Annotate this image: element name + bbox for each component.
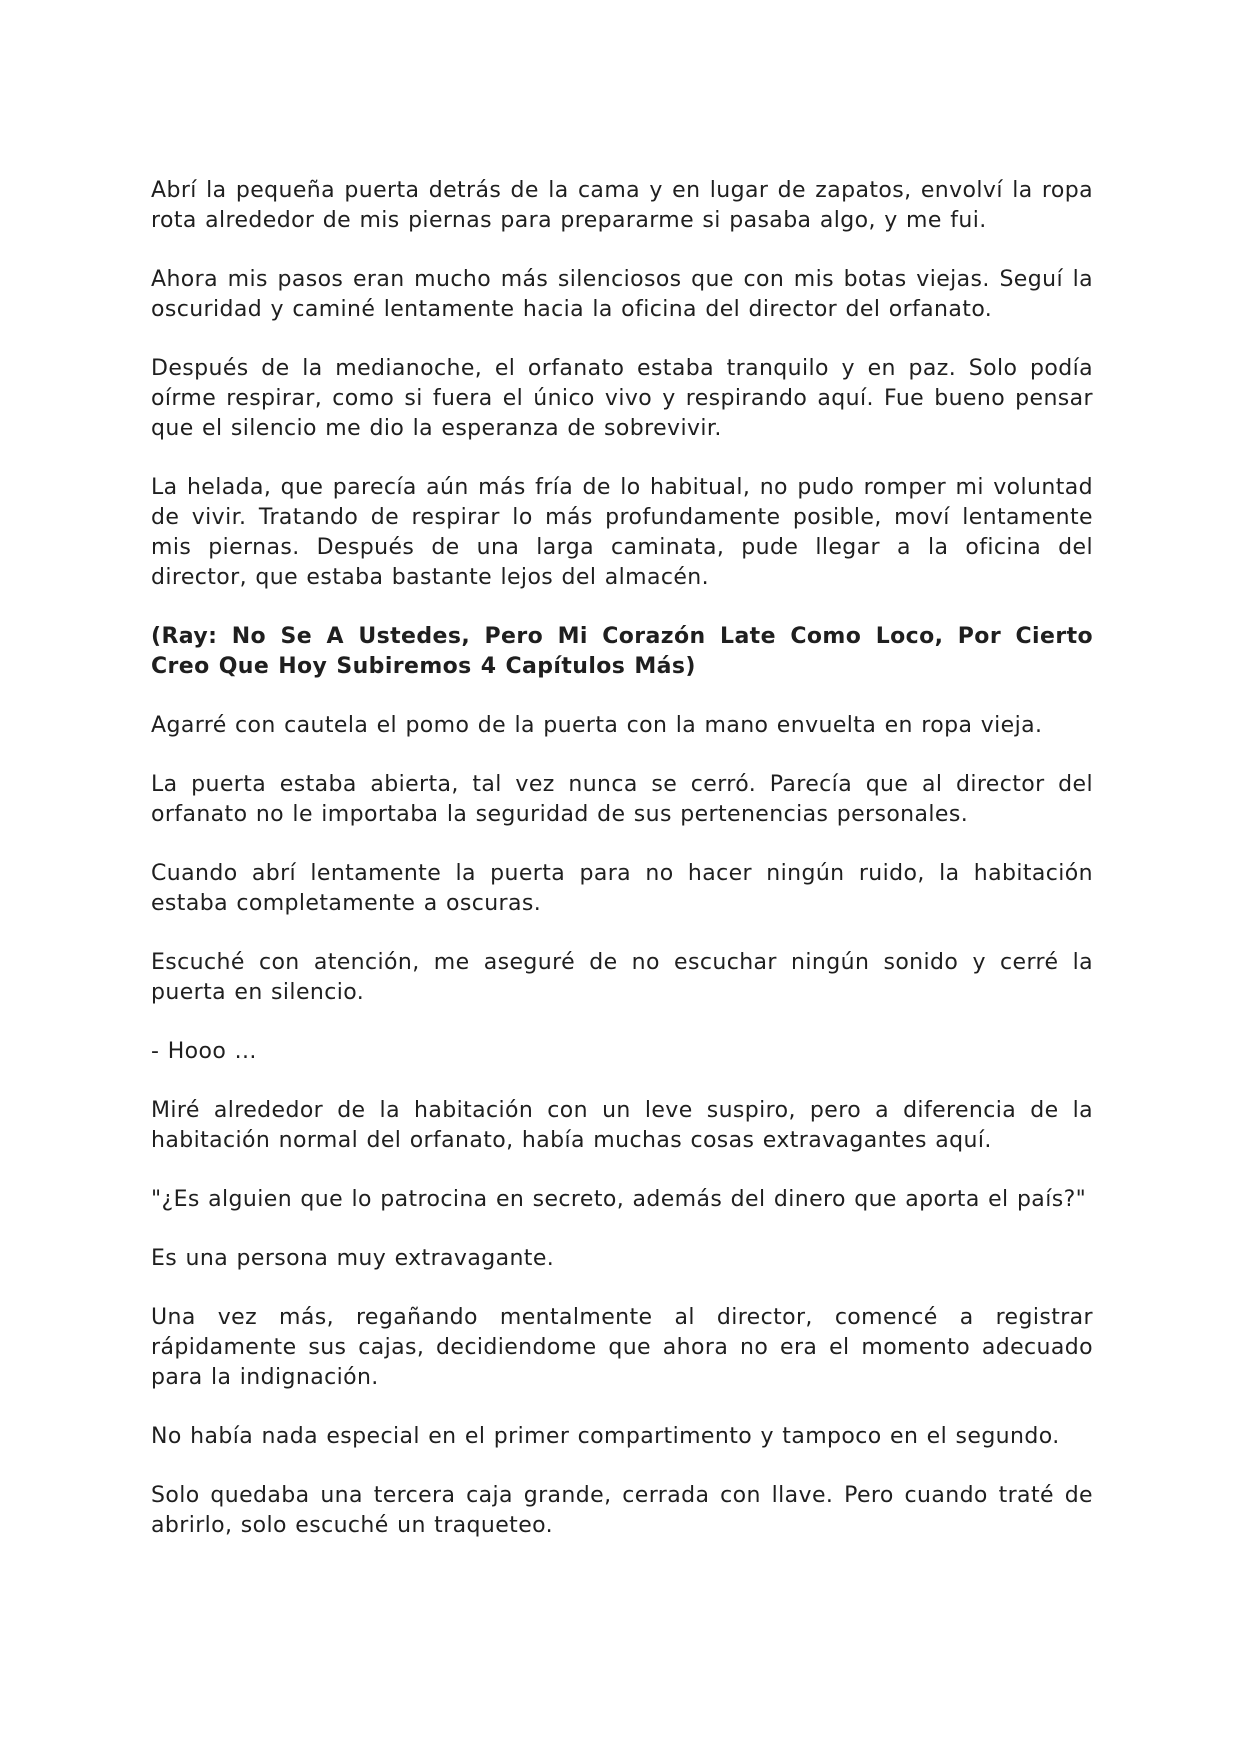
paragraph: Miré alrededor de la habitación con un leve suspiro, pero a diferencia de la habitación normal del orfanato, había muchas cosas extravagantes aquí.	[151, 1098, 1093, 1153]
paragraph: Solo quedaba una tercera caja grande, cerrada con llave. Pero cuando traté de abrirlo, solo escuché un traqueteo.	[151, 1483, 1093, 1538]
dialogue-line: - Hooo ...	[151, 1039, 257, 1064]
paragraph: Abrí la pequeña puerta detrás de la cama y en lugar de zapatos, envolví la ropa rota alrededor de mis piernas para prepararme si pasaba algo, y me fui.	[151, 178, 1093, 233]
paragraph: Escuché con atención, me aseguré de no escuchar ningún sonido y cerré la puerta en silencio.	[151, 950, 1093, 1005]
paragraph: Agarré con cautela el pomo de la puerta con la mano envuelta en ropa vieja.	[151, 713, 1043, 738]
paragraph: Una vez más, regañando mentalmente al director, comencé a registrar rápidamente sus cajas, decidiendome que ahora no era el momento adecuado para la indignación.	[151, 1305, 1093, 1390]
paragraph: Después de la medianoche, el orfanato estaba tranquilo y en paz. Solo podía oírme respirar, como si fuera el único vivo y respirando aquí. Fue bueno pensar que el silencio me dio la esperanza de sobrevivir.	[151, 356, 1093, 441]
paragraph: No había nada especial en el primer compartimento y tampoco en el segundo.	[151, 1424, 1060, 1449]
paragraph: Es una persona muy extravagante.	[151, 1246, 555, 1271]
paragraph: Ahora mis pasos eran mucho más silenciosos que con mis botas viejas. Seguí la oscuridad y caminé lentamente hacia la oficina del director del orfanato.	[151, 267, 1093, 322]
paragraph: Cuando abrí lentamente la puerta para no hacer ningún ruido, la habitación estaba completamente a oscuras.	[151, 861, 1093, 916]
translator-note: (Ray: No Se A Ustedes, Pero Mi Corazón Late Como Loco, Por Cierto Creo Que Hoy Subiremos 4 Capítulos Más)	[151, 624, 1093, 679]
document-body	[151, 176, 1093, 1570]
paragraph: La helada, que parecía aún más fría de lo habitual, no pudo romper mi voluntad de vivir. Tratando de respirar lo más profundamente posible, moví lentamente mis piernas. Después de una larga caminata, pude llegar a la oficina del director, que estaba bastante lejos del almacén.	[151, 475, 1093, 590]
paragraph: La puerta estaba abierta, tal vez nunca se cerró. Parecía que al director del orfanato no le importaba la seguridad de sus pertenencias personales.	[151, 772, 1093, 827]
dialogue-line: "¿Es alguien que lo patrocina en secreto, además del dinero que aporta el país?"	[151, 1187, 1087, 1212]
